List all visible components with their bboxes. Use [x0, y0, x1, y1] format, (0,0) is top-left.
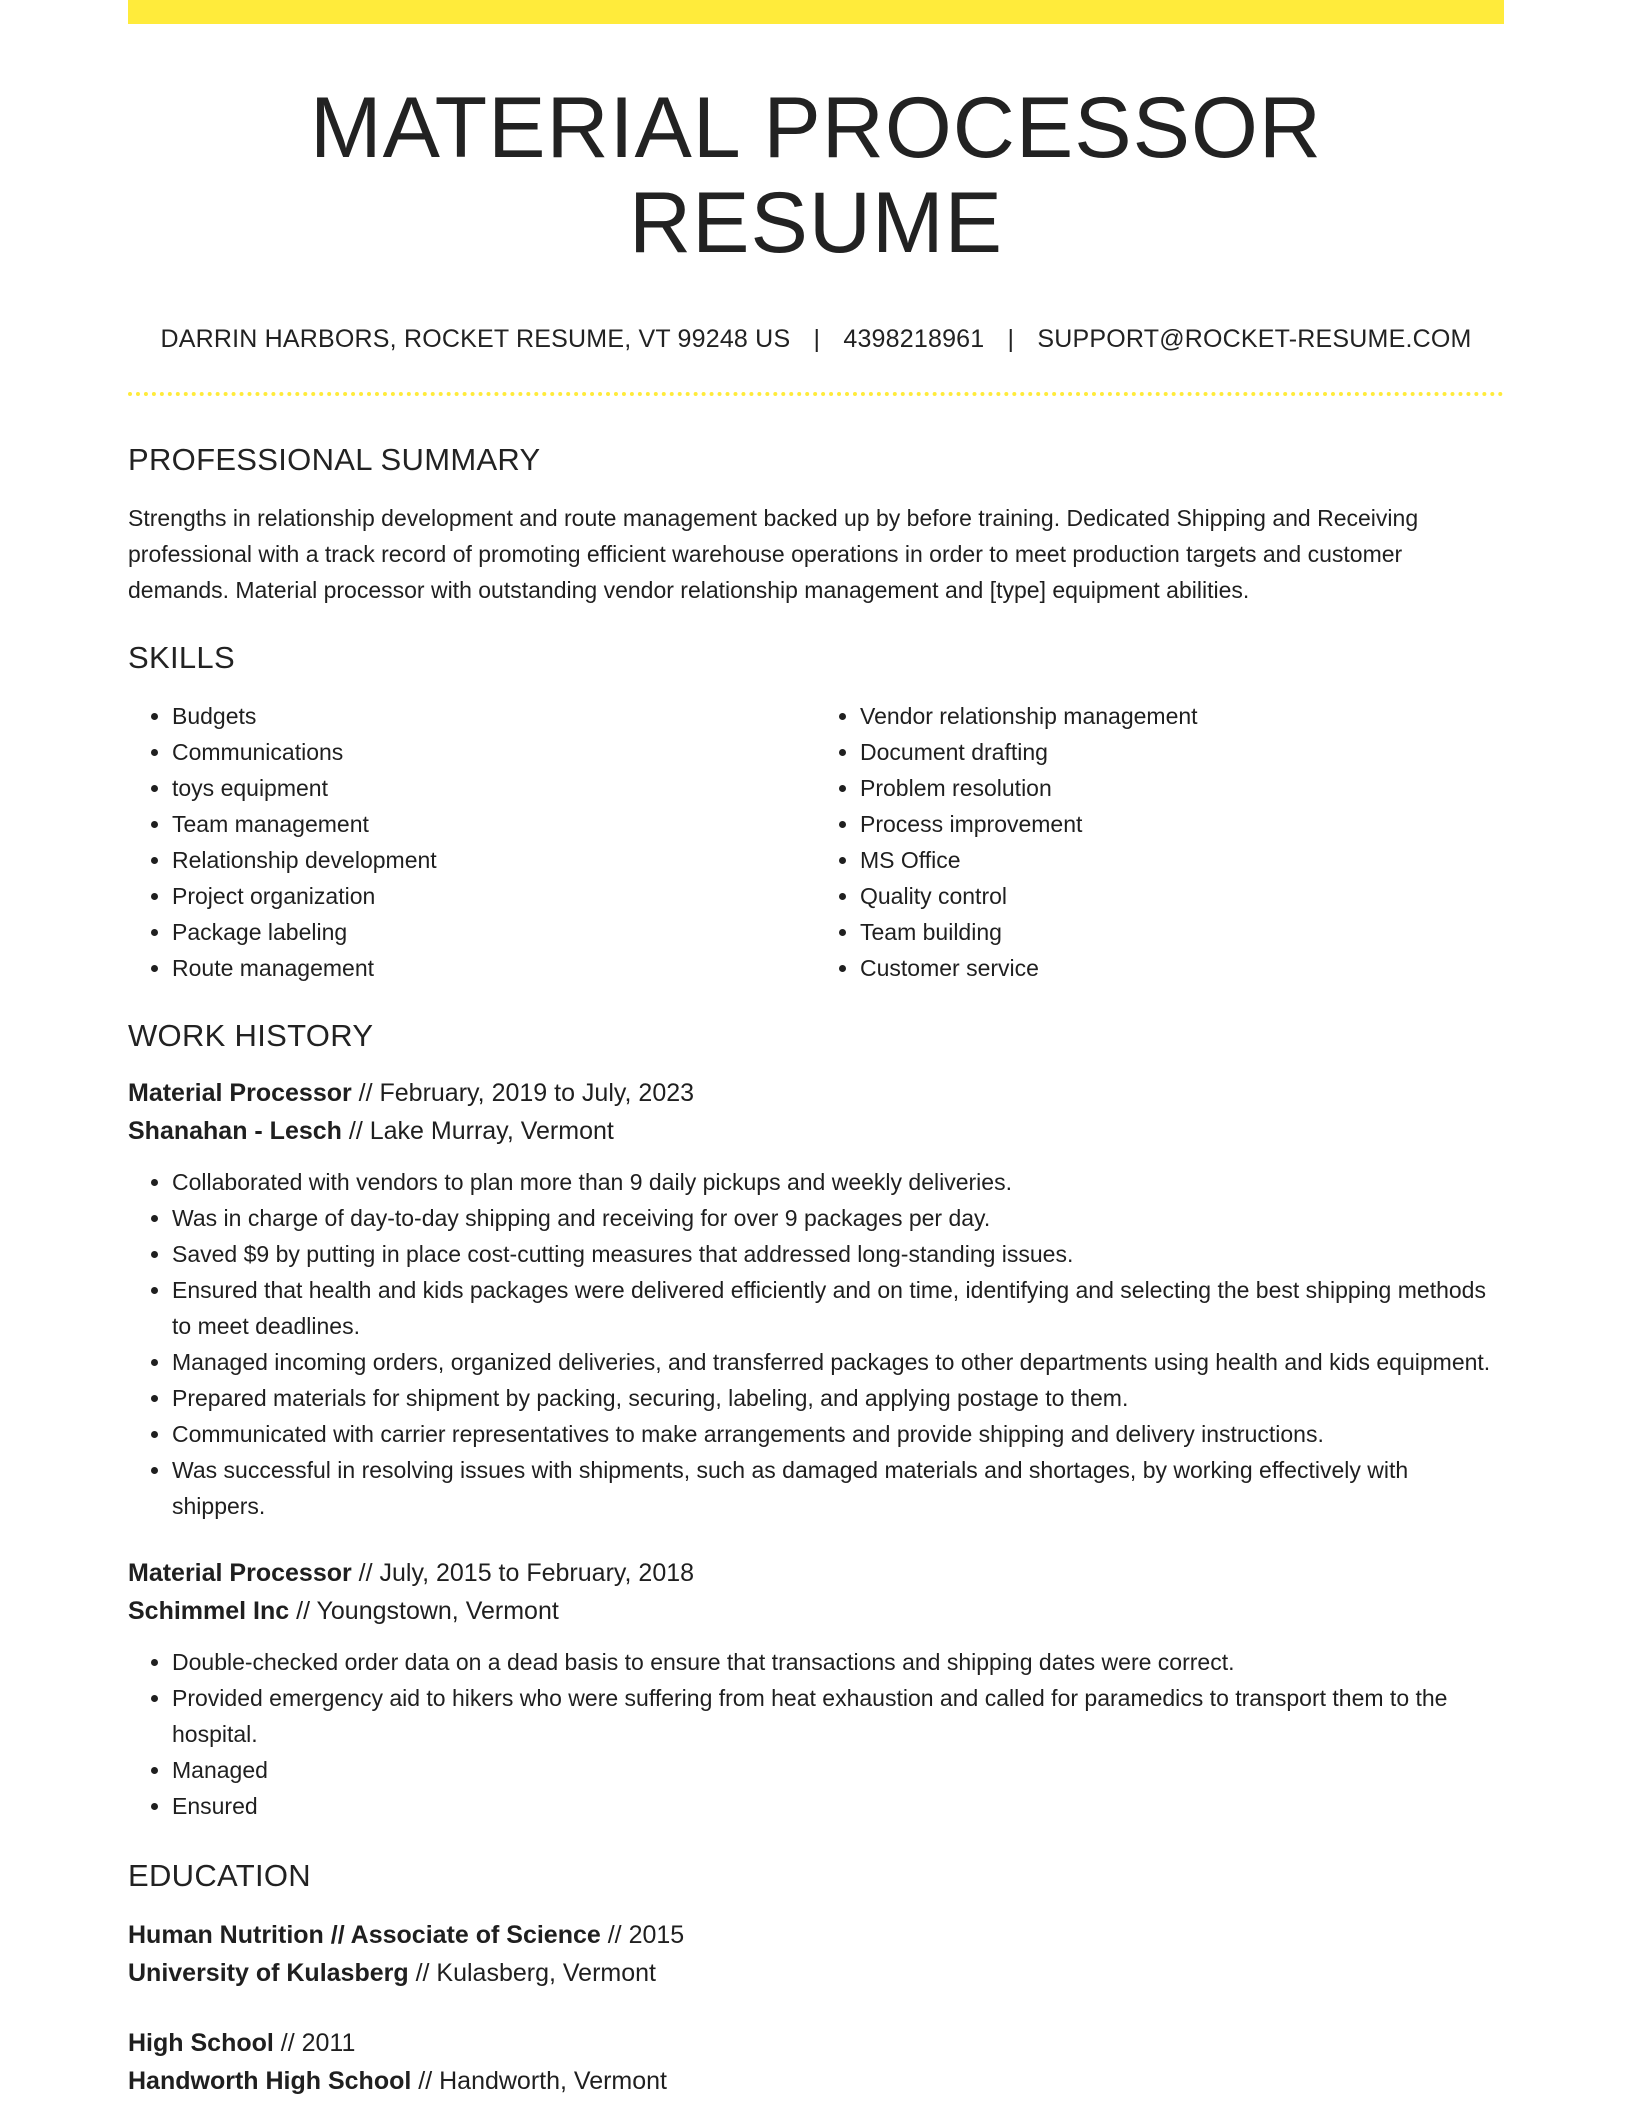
contact-phone: 4398218961 [843, 325, 985, 354]
education-location: // Handworth, Vermont [411, 2067, 668, 2096]
skills-list-left [128, 698, 816, 986]
work-history-heading: WORK HISTORY [128, 1018, 374, 1054]
education-degree-line [128, 1916, 1504, 1954]
job-title-line [128, 1074, 1504, 1112]
skill-item: • Team building [860, 914, 1504, 950]
job-location: // Lake Murray, Vermont [341, 1117, 614, 1146]
education-location: // Kulasberg, Vermont [408, 1959, 656, 1988]
job-bullet: • Communicated with carrier representatives to make arrangements and provide shipping and delivery instructions. [172, 1416, 1504, 1452]
education-degree: Human Nutrition // Associate of Science [128, 1921, 601, 1950]
job-bullet: • Collaborated with vendors to plan more than 9 daily pickups and weekly deliveries. [172, 1164, 1504, 1200]
job-dates: // February, 2019 to July, 2023 [351, 1079, 695, 1108]
job-entry [128, 1074, 1504, 1524]
summary-section [128, 442, 1504, 608]
skill-item: • Project organization [172, 878, 816, 914]
skill-item: • Budgets [172, 698, 816, 734]
job-bullet: • Double-checked order data on a dead basis to ensure that transactions and shipping dates were correct. [172, 1644, 1504, 1680]
job-company: Shanahan - Lesch [128, 1117, 342, 1146]
education-list [128, 1916, 1504, 2100]
skills-columns [128, 698, 1504, 986]
education-degree-line [128, 2024, 1504, 2062]
skill-item: • Vendor relationship management [860, 698, 1504, 734]
education-degree: High School [128, 2029, 274, 2058]
education-year: // 2011 [273, 2029, 356, 2058]
job-bullet: • Managed [172, 1752, 1504, 1788]
skill-item: • Package labeling [172, 914, 816, 950]
skill-item: • Document drafting [860, 734, 1504, 770]
contact-line [128, 325, 1504, 354]
contact-email: SUPPORT@ROCKET-RESUME.COM [1037, 325, 1472, 354]
job-bullet: • Managed incoming orders, organized deliveries, and transferred packages to other departments using health and kids equipment. [172, 1344, 1504, 1380]
skill-item: • Route management [172, 950, 816, 986]
summary-heading: PROFESSIONAL SUMMARY [128, 442, 541, 478]
job-bullet: • Was in charge of day-to-day shipping and receiving for over 9 packages per day. [172, 1200, 1504, 1236]
contact-address: DARRIN HARBORS, ROCKET RESUME, VT 99248 US [160, 325, 791, 354]
work-history-section [128, 1018, 1504, 1824]
job-bullet: • Ensured [172, 1788, 1504, 1824]
skill-item: • Quality control [860, 878, 1504, 914]
skill-item: • Team management [172, 806, 816, 842]
job-title-line [128, 1554, 1504, 1592]
skills-list-right [816, 698, 1504, 986]
skill-item: • Process improvement [860, 806, 1504, 842]
job-bullet: • Provided emergency aid to hikers who were suffering from heat exhaustion and called for paramedics to transport them to the hospital. [172, 1680, 1504, 1752]
skill-item: • MS Office [860, 842, 1504, 878]
job-title: Material Processor [128, 1559, 352, 1588]
education-school: University of Kulasberg [128, 1959, 409, 1988]
education-school: Handworth High School [128, 2067, 412, 2096]
summary-text: Strengths in relationship development and route management backed up by before training. Dedicated Shipping and Receiving professional with a track record of promoting efficient warehouse operations in order to meet production targets and customer demands. Material processor with outstanding vendor relationship management and [type] equipment abilities. [128, 505, 1419, 604]
skills-heading: SKILLS [128, 640, 235, 676]
skills-section [128, 640, 1504, 986]
job-company: Schimmel Inc [128, 1597, 290, 1626]
job-bullets [128, 1164, 1504, 1524]
job-bullet: • Prepared materials for shipment by packing, securing, labeling, and applying postage to them. [172, 1380, 1504, 1416]
education-year: // 2015 [600, 1921, 685, 1950]
skill-item: • Problem resolution [860, 770, 1504, 806]
job-company-line [128, 1112, 1504, 1150]
top-accent-bar [128, 0, 1504, 24]
resume-page [128, 0, 1504, 2100]
job-bullet: • Ensured that health and kids packages were delivered efficiently and on time, identifying and selecting the best shipping methods to meet deadlines. [172, 1272, 1504, 1344]
skill-item: • Relationship development [172, 842, 816, 878]
education-heading: EDUCATION [128, 1858, 311, 1894]
job-location: // Youngstown, Vermont [289, 1597, 559, 1626]
job-dates: // July, 2015 to February, 2018 [351, 1559, 695, 1588]
education-entry [128, 2024, 1504, 2100]
job-entry [128, 1554, 1504, 1824]
job-title: Material Processor [128, 1079, 352, 1108]
contact-separator: | [1007, 325, 1015, 354]
education-section [128, 1858, 1504, 2100]
education-school-line [128, 1954, 1504, 1992]
skill-item: • Communications [172, 734, 816, 770]
skill-item: • toys equipment [172, 770, 816, 806]
education-school-line [128, 2062, 1504, 2100]
dotted-divider [128, 392, 1504, 396]
job-bullets [128, 1644, 1504, 1824]
skill-item: • Customer service [860, 950, 1504, 986]
job-company-line [128, 1592, 1504, 1630]
education-entry [128, 1916, 1504, 1992]
jobs-list [128, 1074, 1504, 1824]
resume-title: MATERIAL PROCESSOR RESUME [310, 80, 1322, 271]
job-bullet: • Saved $9 by putting in place cost-cutting measures that addressed long-standing issues. [172, 1236, 1504, 1272]
contact-separator: | [813, 325, 821, 354]
job-bullet: • Was successful in resolving issues with shipments, such as damaged materials and shortages, by working effectively with shippers. [172, 1452, 1504, 1524]
